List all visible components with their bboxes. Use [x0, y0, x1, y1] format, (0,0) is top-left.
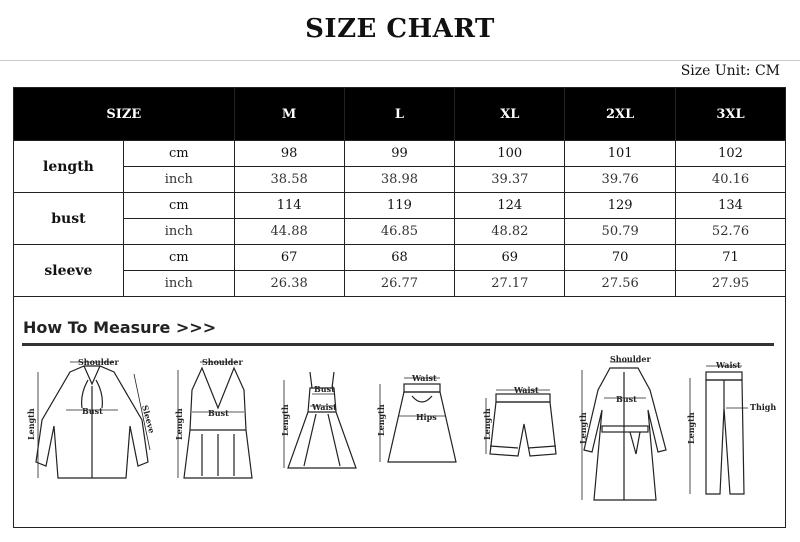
unit-cell: cm [123, 193, 234, 219]
shorts-waist-label: Waist [514, 385, 539, 395]
table-header-row [14, 88, 786, 141]
shorts-length-label: Length [482, 408, 492, 440]
header-3xl: 3XL [676, 88, 786, 141]
pants-length-label: Length [686, 412, 696, 444]
table-cell: 71 [676, 245, 786, 271]
skirt-waist-label: Waist [412, 373, 437, 383]
header-xl: XL [455, 88, 565, 141]
skirt-figure [370, 350, 470, 490]
table-cell: 69 [455, 245, 565, 271]
vest-length-label: Length [174, 408, 184, 440]
table-cell: 48.82 [455, 219, 565, 245]
table-row [14, 245, 786, 271]
table-cell: 40.16 [676, 167, 786, 193]
table-cell: 68 [344, 245, 455, 271]
table-cell: 102 [676, 141, 786, 167]
dress-length-label: Length [280, 404, 290, 436]
unit-cell: cm [123, 141, 234, 167]
table-cell: 27.17 [455, 271, 565, 297]
table-cell: 26.77 [344, 271, 455, 297]
table-row [14, 193, 786, 219]
skirt-length-label: Length [376, 404, 386, 436]
header-l: L [344, 88, 455, 141]
how-to-measure-heading: How To Measure >>> [23, 318, 217, 337]
table-row [14, 141, 786, 167]
blouse-illustration [22, 350, 162, 490]
table-cell: 114 [234, 193, 344, 219]
table-cell: 39.76 [565, 167, 676, 193]
table-cell: 26.38 [234, 271, 344, 297]
table-cell: 119 [344, 193, 455, 219]
title-divider [0, 60, 800, 61]
table-cell: 134 [676, 193, 786, 219]
table-cell: 27.56 [565, 271, 676, 297]
table-row [14, 271, 786, 297]
table-cell: 129 [565, 193, 676, 219]
size-table [13, 87, 786, 297]
vest-figure [168, 350, 268, 490]
coat-length-label: Length [578, 412, 588, 444]
dress-bust-label: Bust [314, 384, 335, 394]
dress-illustration [276, 350, 366, 490]
shorts-figure [478, 350, 568, 490]
blouse-sleeve-label: Sleeve [140, 403, 158, 435]
table-cell: 50.79 [565, 219, 676, 245]
blouse-shoulder-label: Shoulder [78, 357, 119, 367]
blouse-figure [22, 350, 162, 490]
table-cell: 44.88 [234, 219, 344, 245]
table-cell: 124 [455, 193, 565, 219]
skirt-hips-label: Hips [416, 412, 437, 422]
pants-thigh-label: Thigh [750, 402, 777, 412]
dress-waist-label: Waist [312, 402, 337, 412]
table-cell: 100 [455, 141, 565, 167]
pants-waist-label: Waist [716, 360, 741, 370]
row-label-bust: bust [14, 193, 124, 245]
coat-illustration [574, 350, 674, 510]
table-cell: 52.76 [676, 219, 786, 245]
coat-figure [574, 350, 674, 510]
vest-bust-label: Bust [208, 408, 229, 418]
table-cell: 101 [565, 141, 676, 167]
table-cell: 38.98 [344, 167, 455, 193]
row-label-sleeve: sleeve [14, 245, 124, 297]
blouse-length-label: Length [26, 408, 36, 440]
table-cell: 27.95 [676, 271, 786, 297]
size-unit-label: Size Unit: CM [680, 63, 780, 79]
table-cell: 39.37 [455, 167, 565, 193]
row-label-length: length [14, 141, 124, 193]
unit-cell: cm [123, 245, 234, 271]
unit-cell: inch [123, 219, 234, 245]
table-cell: 38.58 [234, 167, 344, 193]
unit-cell: inch [123, 167, 234, 193]
vest-shoulder-label: Shoulder [202, 357, 243, 367]
dress-figure [276, 350, 366, 490]
coat-shoulder-label: Shoulder [610, 354, 651, 364]
pants-illustration [678, 350, 778, 500]
table-row [14, 167, 786, 193]
table-cell: 98 [234, 141, 344, 167]
shorts-illustration [478, 350, 568, 490]
blouse-bust-label: Bust [82, 406, 103, 416]
header-2xl: 2XL [565, 88, 676, 141]
table-cell: 70 [565, 245, 676, 271]
pants-figure [678, 350, 778, 500]
header-m: M [234, 88, 344, 141]
page-title: SIZE CHART [305, 14, 495, 44]
table-cell: 99 [344, 141, 455, 167]
how-to-measure-divider [22, 343, 774, 346]
header-size: SIZE [14, 88, 235, 141]
table-cell: 46.85 [344, 219, 455, 245]
table-cell: 67 [234, 245, 344, 271]
coat-bust-label: Bust [616, 394, 637, 404]
table-row [14, 219, 786, 245]
skirt-illustration [370, 350, 470, 490]
vest-illustration [168, 350, 268, 490]
unit-cell: inch [123, 271, 234, 297]
